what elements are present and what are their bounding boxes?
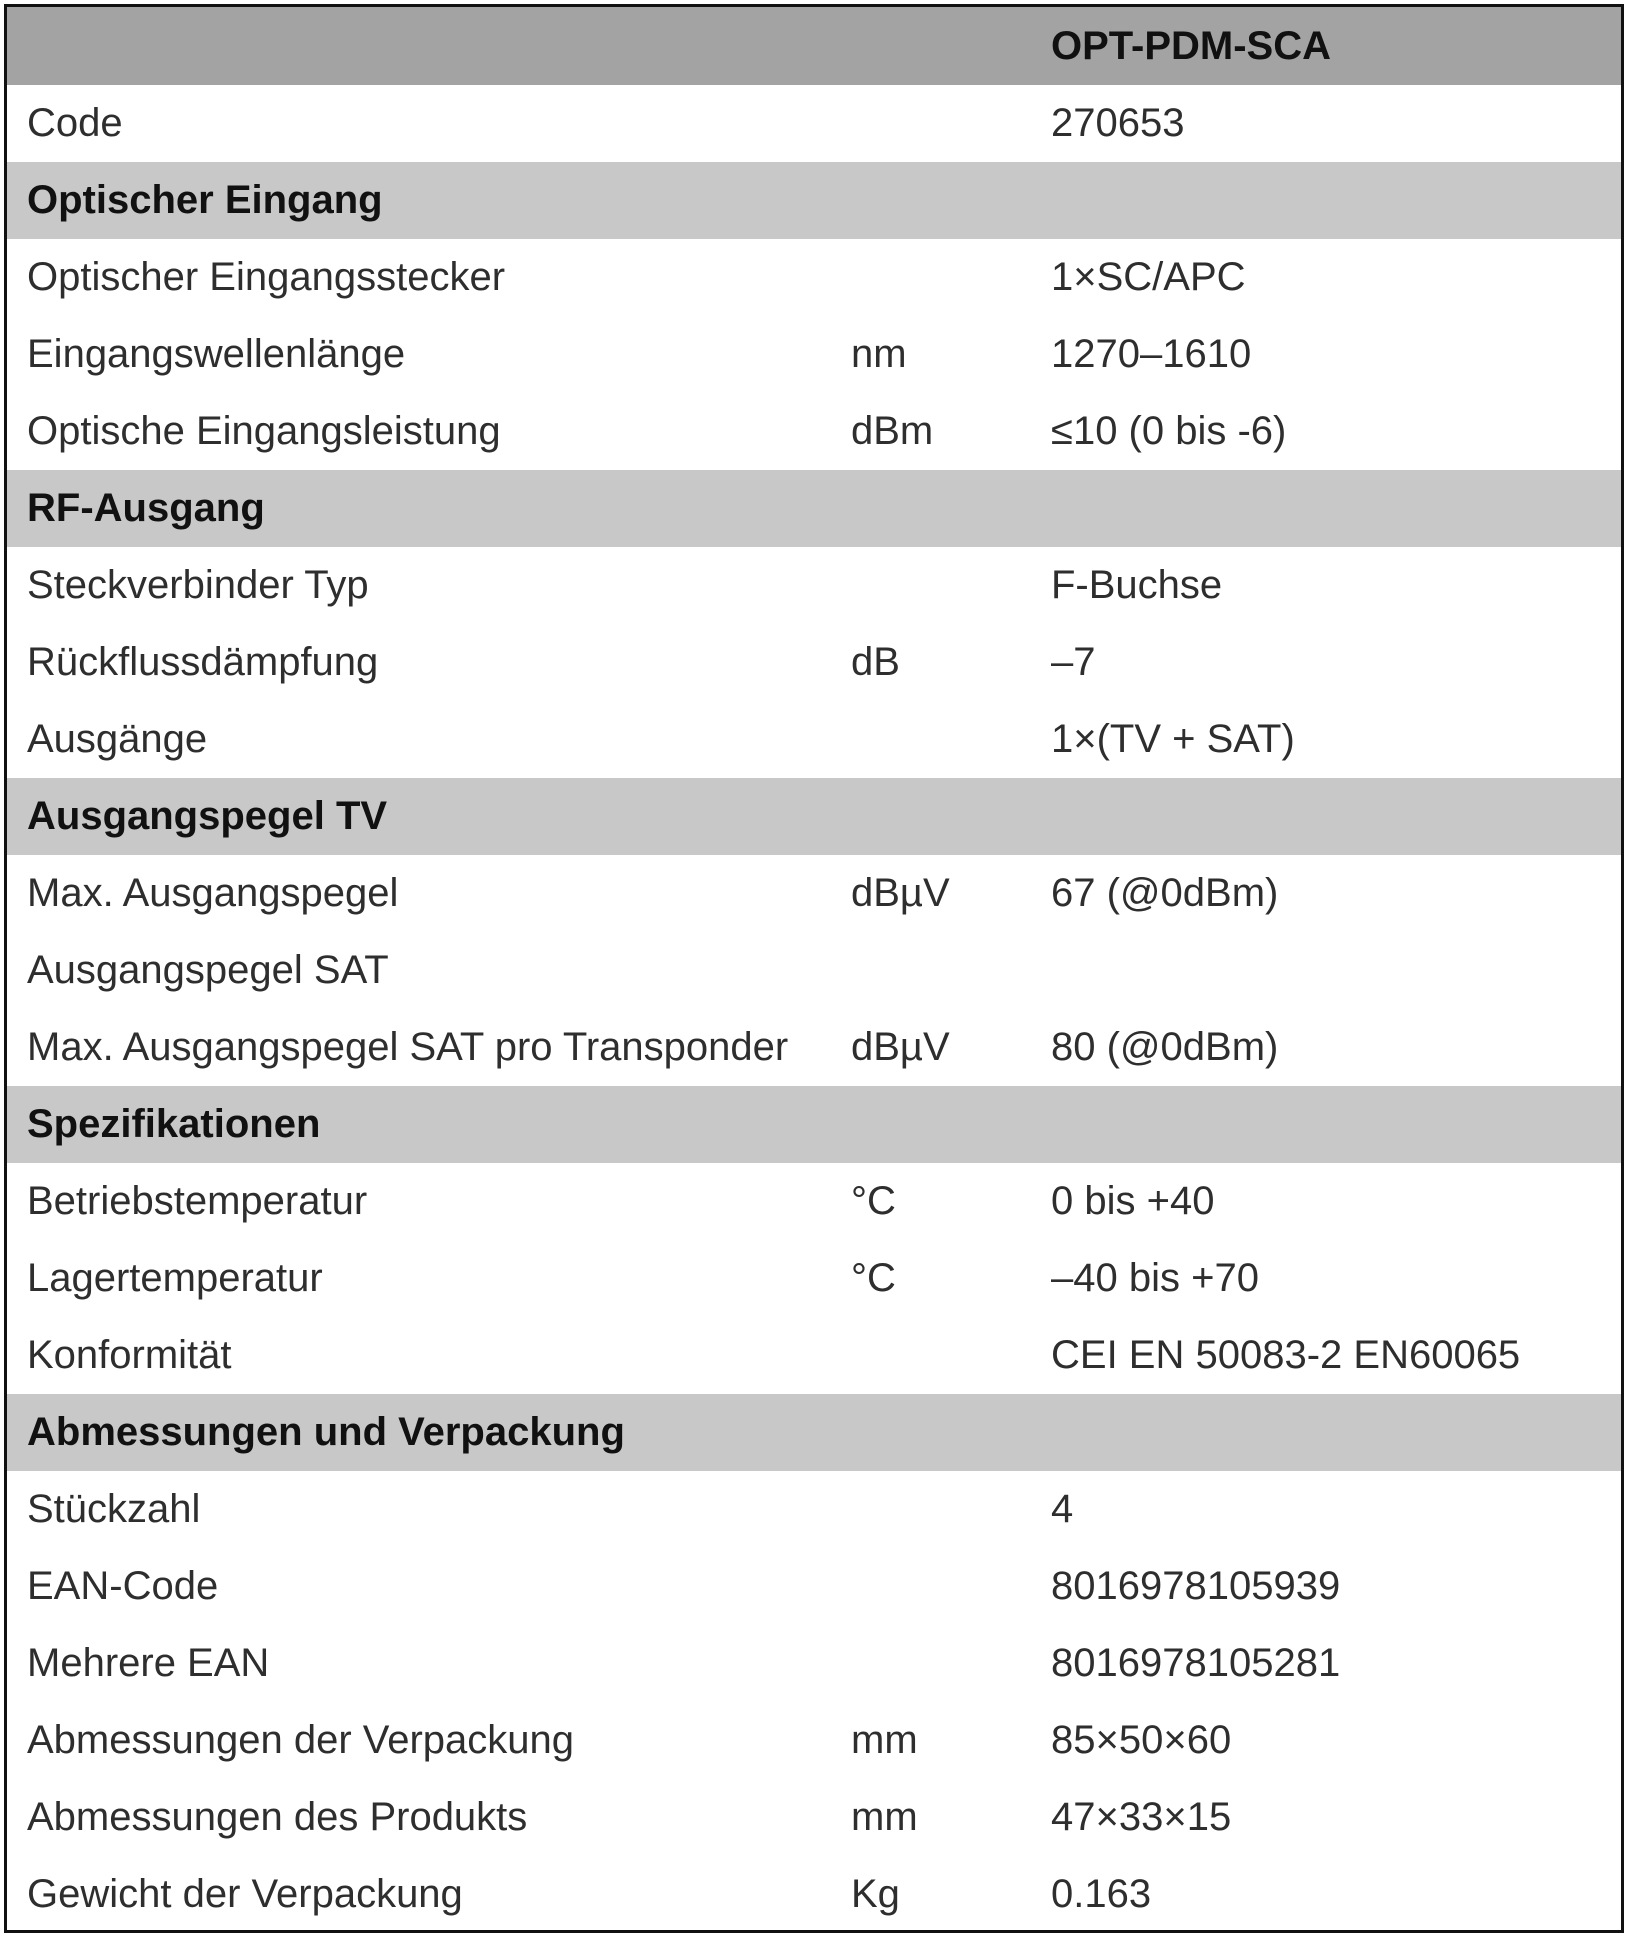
row-label: Max. Ausgangspegel [27, 871, 399, 915]
row-value: 80 (@0dBm) [1051, 1025, 1279, 1069]
table-row [7, 1240, 1621, 1317]
row-label: Lagertemperatur [27, 1256, 323, 1300]
row-label: Code [27, 101, 123, 145]
section-title: Optischer Eingang [27, 178, 383, 222]
row-unit: nm [851, 332, 907, 376]
row-value: 270653 [1051, 101, 1185, 145]
section-title: Ausgangspegel TV [27, 794, 388, 838]
row-label: Rückflussdämpfung [27, 640, 379, 684]
row-label: Optische Eingangsleistung [27, 409, 501, 453]
product-name: OPT-PDM-SCA [1051, 23, 1331, 68]
section-header [7, 1394, 1621, 1471]
row-unit: °C [851, 1256, 896, 1300]
row-value: 1270–1610 [1051, 332, 1252, 376]
row-value: 47×33×15 [1051, 1795, 1232, 1839]
row-label: Eingangswellenlänge [27, 332, 406, 376]
row-label: Abmessungen der Verpackung [27, 1718, 575, 1762]
row-value: 8016978105281 [1051, 1641, 1341, 1685]
row-value: 0 bis +40 [1051, 1179, 1215, 1223]
row-label: Konformität [27, 1333, 232, 1377]
row-unit: Kg [851, 1872, 900, 1916]
table-row [7, 316, 1621, 393]
table-row [7, 1702, 1621, 1779]
table-row [7, 239, 1621, 316]
section-header [7, 162, 1621, 239]
row-unit: dBm [851, 409, 934, 453]
table-row [7, 701, 1621, 778]
row-label: Steckverbinder Typ [27, 563, 369, 607]
table-row [7, 547, 1621, 624]
table-row [7, 1856, 1621, 1933]
table-row [7, 393, 1621, 470]
row-value: –7 [1051, 640, 1096, 684]
table-row [7, 85, 1621, 162]
row-label: Max. Ausgangspegel SAT pro Transponder [27, 1025, 789, 1069]
row-label: Gewicht der Verpackung [27, 1872, 463, 1916]
row-value: 0.163 [1051, 1872, 1152, 1916]
row-unit: dBµV [851, 871, 950, 915]
section-header [7, 1086, 1621, 1163]
table-row [7, 1163, 1621, 1240]
row-unit: mm [851, 1718, 918, 1762]
row-label: Ausgangspegel SAT [27, 948, 389, 992]
row-unit: mm [851, 1795, 918, 1839]
row-value: 1×SC/APC [1051, 255, 1246, 299]
section-title: RF-Ausgang [27, 486, 265, 530]
row-label: EAN-Code [27, 1564, 219, 1608]
row-label: Betriebstemperatur [27, 1179, 368, 1223]
table-row [7, 932, 1621, 1009]
table-row [7, 855, 1621, 932]
spec-table [4, 4, 1624, 1933]
table-row [7, 1471, 1621, 1548]
table-body [7, 85, 1621, 1933]
section-header [7, 778, 1621, 855]
row-value: 67 (@0dBm) [1051, 871, 1279, 915]
row-unit: dBµV [851, 1025, 950, 1069]
row-label: Optischer Eingangsstecker [27, 255, 506, 299]
row-label: Abmessungen des Produkts [27, 1795, 528, 1839]
row-value: –40 bis +70 [1051, 1256, 1259, 1300]
row-label: Stückzahl [27, 1487, 201, 1531]
table-row [7, 1779, 1621, 1856]
row-label: Ausgänge [27, 717, 208, 761]
row-value: ≤10 (0 bis -6) [1051, 409, 1287, 453]
table-row [7, 1009, 1621, 1086]
row-value: 1×(TV + SAT) [1051, 717, 1295, 761]
row-value: 85×50×60 [1051, 1718, 1232, 1762]
section-title: Spezifikationen [27, 1102, 321, 1146]
table-row [7, 624, 1621, 701]
table-header [7, 7, 1621, 85]
row-value: F-Buchse [1051, 563, 1223, 607]
section-title: Abmessungen und Verpackung [27, 1410, 625, 1454]
table-row [7, 1625, 1621, 1702]
row-value: CEI EN 50083-2 EN60065 [1051, 1333, 1521, 1377]
table-row [7, 1548, 1621, 1625]
section-header [7, 470, 1621, 547]
row-label: Mehrere EAN [27, 1641, 270, 1685]
row-value: 8016978105939 [1051, 1564, 1341, 1608]
row-unit: dB [851, 640, 900, 684]
row-unit: °C [851, 1179, 896, 1223]
row-value: 4 [1051, 1487, 1074, 1531]
table-row [7, 1317, 1621, 1394]
